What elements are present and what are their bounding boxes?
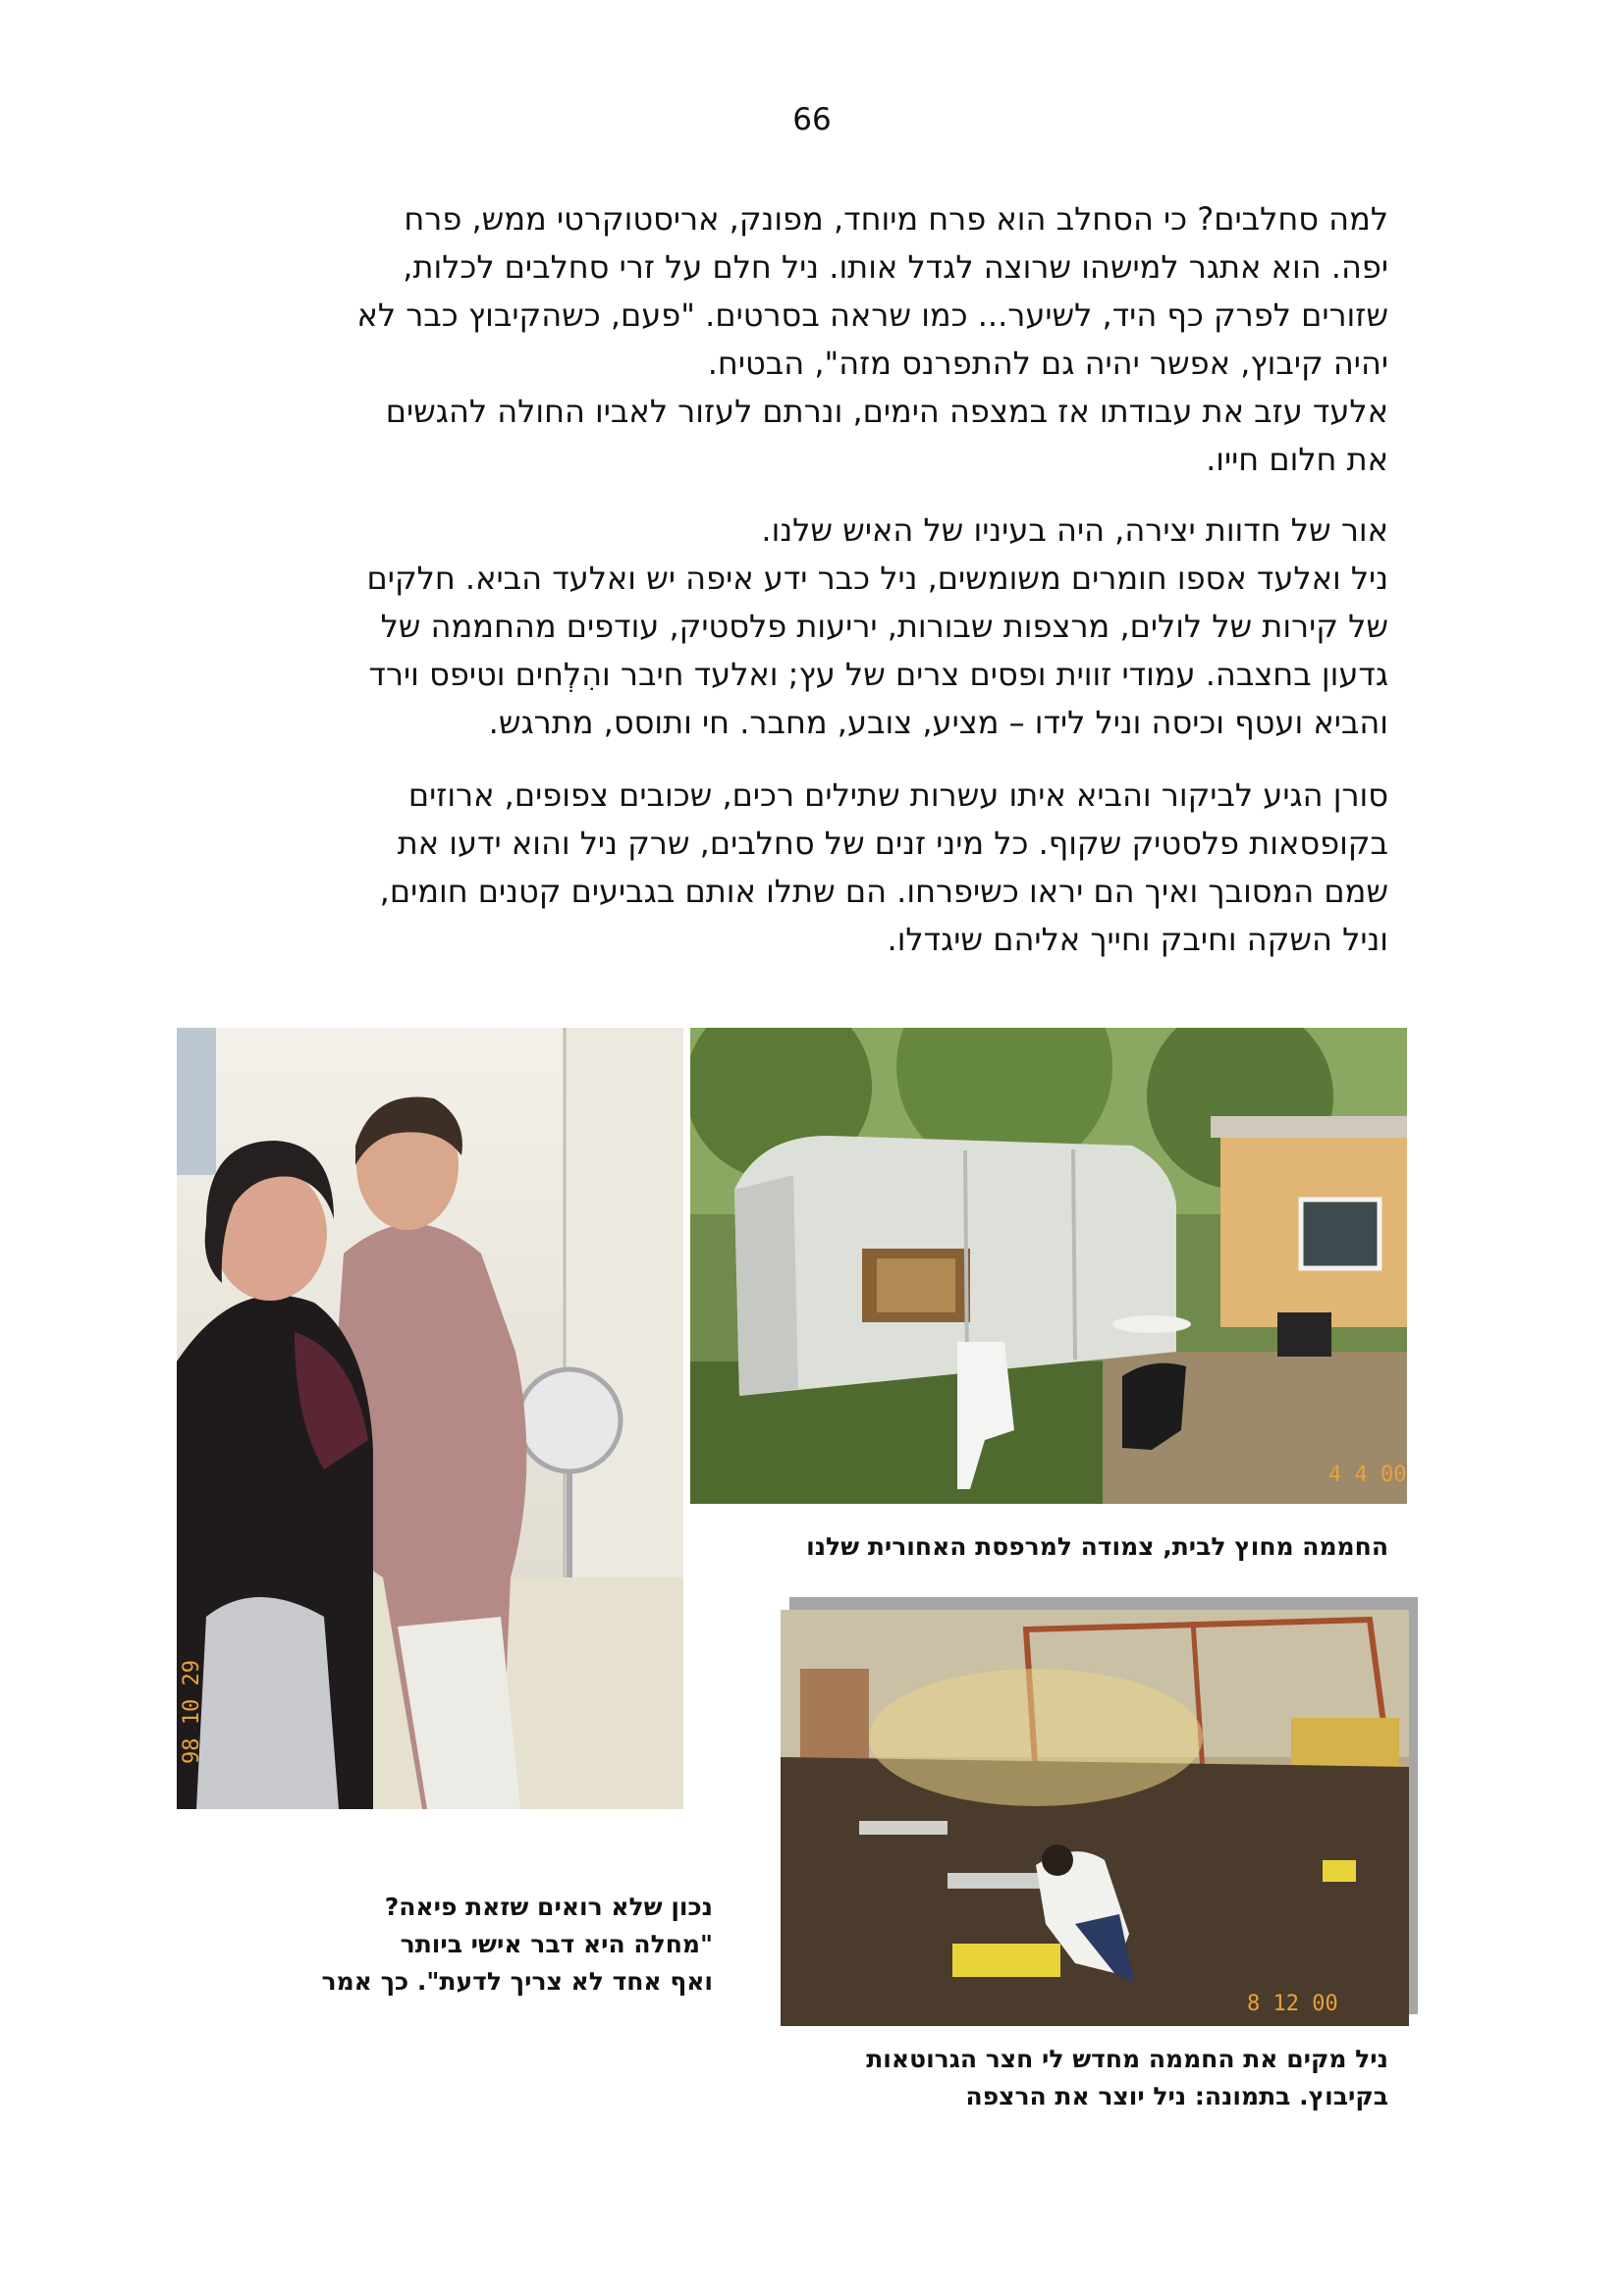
photo-couple xyxy=(177,1028,683,1809)
text-line: למה סחלבים? כי הסחלב הוא פרח מיוחד, מפונק, אריסטוקרטי ממש, פרח xyxy=(404,200,1388,238)
caption-line: ואף אחד לא צריך לדעת". כך אמר xyxy=(321,1967,713,1996)
text-line: ניל ואלעד אספו חומרים משומשים, ניל כבר ידע איפה יש ואלעד הביא. חלקים xyxy=(366,560,1388,597)
text-line: גדעון בחצבה. עמודי זווית ופסים צרים של עץ; ואלעד חיבר והִלְחים וטיפס וירד xyxy=(368,656,1388,693)
paragraph-2 xyxy=(257,507,1388,747)
paragraph-1 xyxy=(257,195,1388,484)
text-line: אור של חדוות יצירה, היה בעיניו של האיש שלנו. xyxy=(761,511,1388,549)
text-line: בקופסאות פלסטיק שקוף. כל מיני זנים של סחלבים, שרק ניל והוא ידעו את xyxy=(397,825,1388,862)
caption-line: ניל מקים את החממה מחדש לי חצר הגרוטאות xyxy=(866,2045,1388,2073)
paragraph-3 xyxy=(257,772,1388,964)
text-line: יהיה קיבוץ, אפשר יהיה גם להתפרנס מזה", הבטיח. xyxy=(707,345,1388,382)
text-line: של קירות של לולים, מרצפות שבורות, יריעות פלסטיק, עודפים מהחממה של xyxy=(380,608,1388,645)
text-line: את חלום חייו. xyxy=(1206,441,1388,478)
caption-line: בקיבוץ. בתמונה: ניל יוצר את הרצפה xyxy=(965,2082,1388,2110)
photo-grotto-yard xyxy=(781,1610,1409,2026)
text-line: סורן הגיע לביקור והביא איתו עשרות שתילים רכים, שכובים צפופים, ארוזים xyxy=(407,776,1388,814)
text-line: אלעד עזב את עבודתו אז במצפה הימים, ונרתם לעזור לאביו החולה להגשים xyxy=(385,393,1388,430)
page-number: 66 xyxy=(792,102,832,137)
photo-date-stamp: 8 12 00 xyxy=(1247,1992,1338,2016)
text-line: והביא ועטף וכיסה וניל לידו – מציע, צובע, מחבר. חי ותוסס, מתרגש. xyxy=(488,704,1388,741)
caption-line: נכון שלא רואים שזאת פיאה? xyxy=(384,1893,713,1921)
caption-grotto-yard xyxy=(766,2041,1388,2115)
caption-line: החממה מחוץ לבית, צמודה למרפסת האחורית שלנו xyxy=(806,1532,1388,1561)
text-line: יפה. הוא אתגר למישהו שרוצה לגדל אותו. ניל חלם על זרי סחלבים לכלות, xyxy=(403,248,1388,286)
caption-couple xyxy=(236,1889,713,2001)
photo-date-stamp: 98 10 29 xyxy=(180,1660,204,1764)
caption-greenhouse xyxy=(687,1528,1388,1566)
photo-greenhouse xyxy=(690,1028,1407,1504)
text-line: שמם המסובך ואיך הם יראו כשיפרחו. הם שתלו אותם בגביעים קטנים חומים, xyxy=(379,873,1388,910)
caption-line: "מחלה היא דבר אישי ביותר xyxy=(400,1930,713,1958)
photo-date-stamp: 4 4 00 xyxy=(1328,1463,1407,1487)
text-line: שזורים לפרק כף היד, לשיער... כמו שראה בסרטים. "פעם, כשהקיבוץ כבר לא xyxy=(356,296,1388,334)
text-line: וניל השקה וחיבק וחייך אליהם שיגדלו. xyxy=(887,921,1388,958)
